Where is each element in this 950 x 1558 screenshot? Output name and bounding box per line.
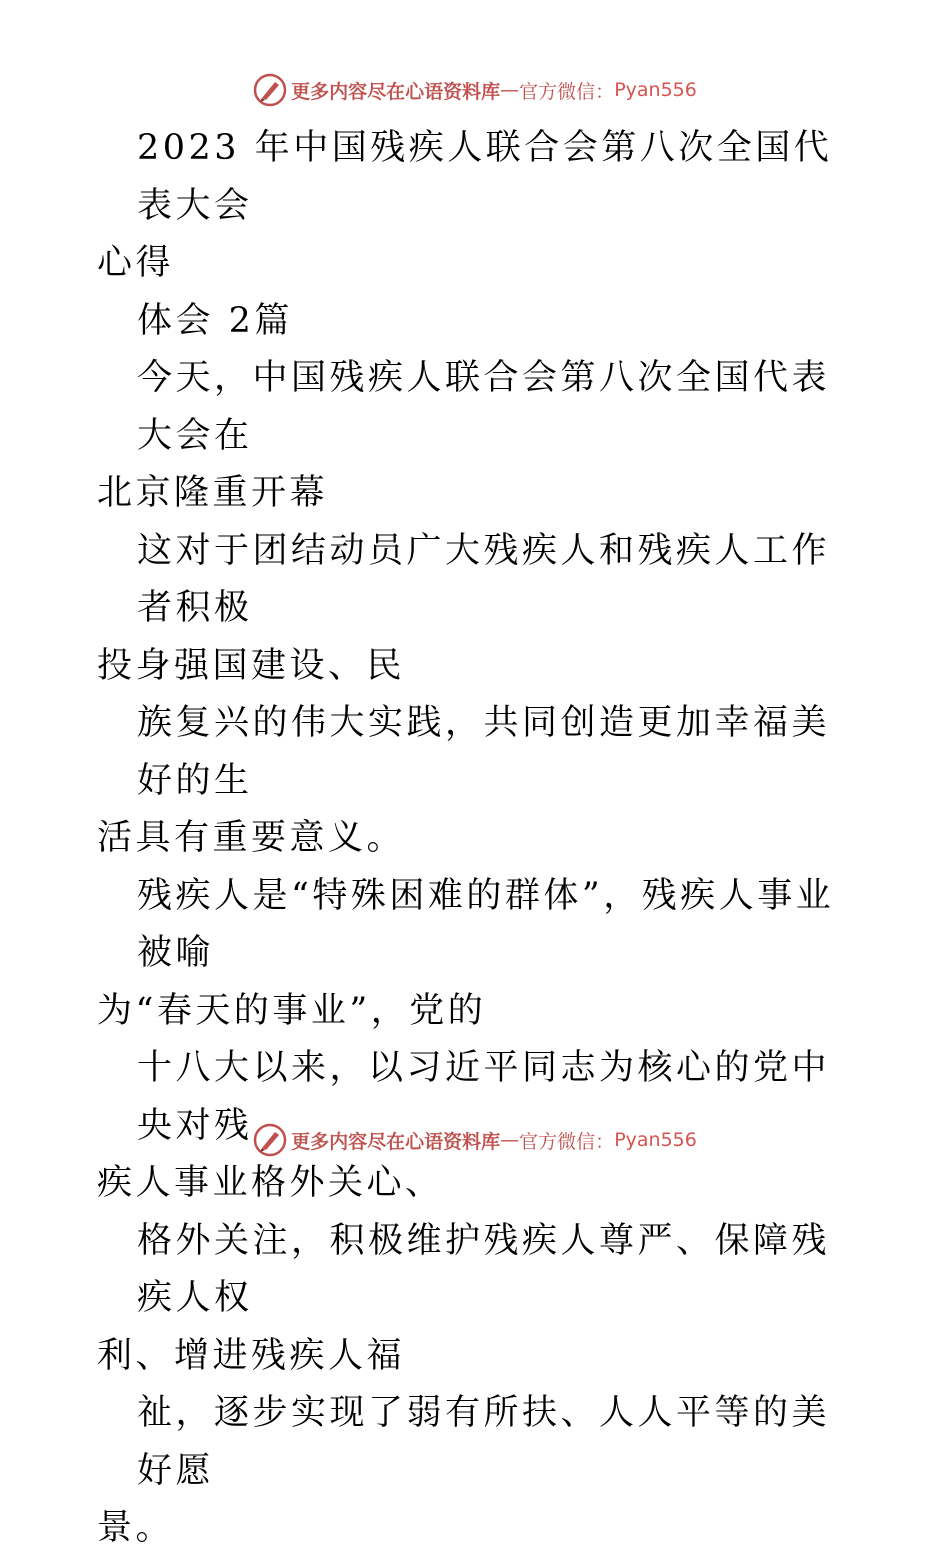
text-line: 族复兴的伟大实践，共同创造更加幸福美好的生 [137,703,831,801]
text-line: 体会 2篇 [137,300,293,341]
text-line: 景。 [97,1508,175,1548]
banner-wechat-label: 官方微信： [519,80,615,103]
text-line: 北京隆重开幕 [97,473,329,513]
document-text [97,120,857,1558]
text-line: 疾人事业格外关心、 [97,1163,444,1203]
text-line: 利、增进残疾人福 [97,1335,406,1376]
text-line: 这对于团结动员广大残疾人和残疾人工作者积极 [137,530,831,628]
text-line: 格外关注，积极维护残疾人尊严、保障残疾人权 [137,1220,831,1318]
text-line: 十八大以来，以习近平同志为核心的党中央对残 [137,1048,831,1146]
text-line: 今天，中国残疾人联合会第八次全国代表大会在 [137,358,831,456]
text-line: 心得 [97,243,175,283]
banner-wechat-id: Pyan556 [614,1129,697,1151]
text-line: 残疾人是“特殊困难的群体”，残疾人事业被喻 [137,875,835,973]
text-line: 为“春天的事业”，党的 [97,990,487,1031]
banner-wechat-label: 官方微信： [519,1130,615,1153]
banner-promo-text: 更多内容尽在心语资料库 [291,1130,501,1153]
banner-dash: — [500,79,520,101]
text-line: 活具有重要意义。 [97,818,406,858]
text-line: 2023 年中国残疾人联合会第八次全国代表大会 [137,128,833,226]
footer-banner [0,1120,950,1160]
document-body [97,120,857,1558]
banner-promo-text: 更多内容尽在心语资料库 [291,80,501,103]
quill-pen-logo-icon [253,1123,287,1157]
text-line: 投身强国建设、民 [97,645,406,686]
banner-wechat-id: Pyan556 [614,79,697,101]
text-line: 祉，逐步实现了弱有所扶、人人平等的美好愿 [137,1393,831,1491]
quill-pen-logo-icon [253,73,287,107]
banner-dash: — [500,1129,520,1151]
header-banner [0,70,950,110]
